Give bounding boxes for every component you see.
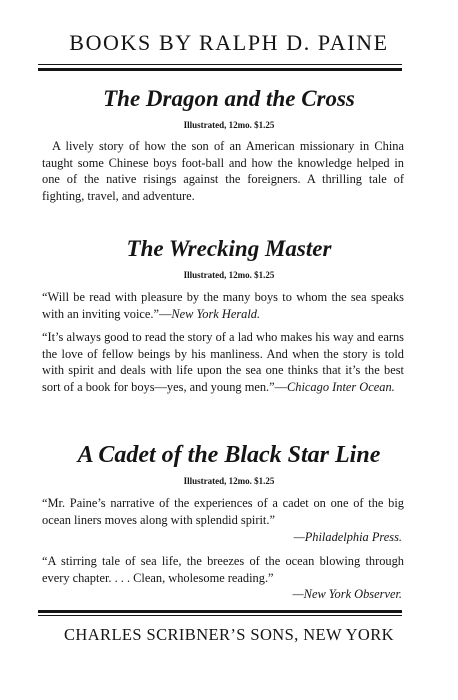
review-text: “Will be read with pleasure by the many boys to whom the sea speaks with an inviting voice.”— <box>42 290 404 321</box>
review-source: —Philadelphia Press. <box>293 530 402 544</box>
publisher-imprint: CHARLES SCRIBNER’S SONS, NEW YORK <box>64 625 394 644</box>
book-title-cadet-of-the-black-star-line: A Cadet of the Black Star Line <box>77 442 381 468</box>
footer-rule-thick <box>38 610 402 613</box>
book-description: A lively story of how the son of an American missionary in China taught some Chinese boys foot-ball and how the knowledge helped in one of the native risings against the foreigners. A thrilling tale of fighting, travel, and adventure. <box>42 139 404 203</box>
review-source: —New York Observer. <box>292 587 402 601</box>
book-edition-price: Illustrated, 12mo. $1.25 <box>183 270 275 280</box>
book-edition-price: Illustrated, 12mo. $1.25 <box>183 120 275 130</box>
book-title-dragon-and-the-cross: The Dragon and the Cross <box>103 86 355 111</box>
review-quote <box>42 289 404 322</box>
review-source: Chicago Inter Ocean. <box>287 379 395 394</box>
header-rule-thin <box>38 64 402 65</box>
footer-rule-thin <box>38 615 402 616</box>
review-quote: “Mr. Paine’s narrative of the experiences of a cadet on one of the big ocean liners moves along with splendid spirit.” <box>42 496 404 527</box>
page-header: BOOKS BY RALPH D. PAINE <box>69 30 389 55</box>
review-quote: “A stirring tale of sea life, the breezes of the ocean blowing through every chapter. . . . Clean, wholesome reading.” <box>42 554 404 585</box>
book-edition-price: Illustrated, 12mo. $1.25 <box>183 476 275 486</box>
header-rule-thick <box>38 68 402 71</box>
book-title-wrecking-master: The Wrecking Master <box>126 236 332 261</box>
review-text: “It’s always good to read the story of a lad who makes his way and earns the love of fellow beings by his manliness. And when the story is told with spirit and deals with life upon the sea one thinks that it’s the best sort of a book for boys—yes, and young men.”— <box>42 330 404 394</box>
review-quote <box>42 329 404 395</box>
review-source: New York Herald. <box>171 306 261 321</box>
